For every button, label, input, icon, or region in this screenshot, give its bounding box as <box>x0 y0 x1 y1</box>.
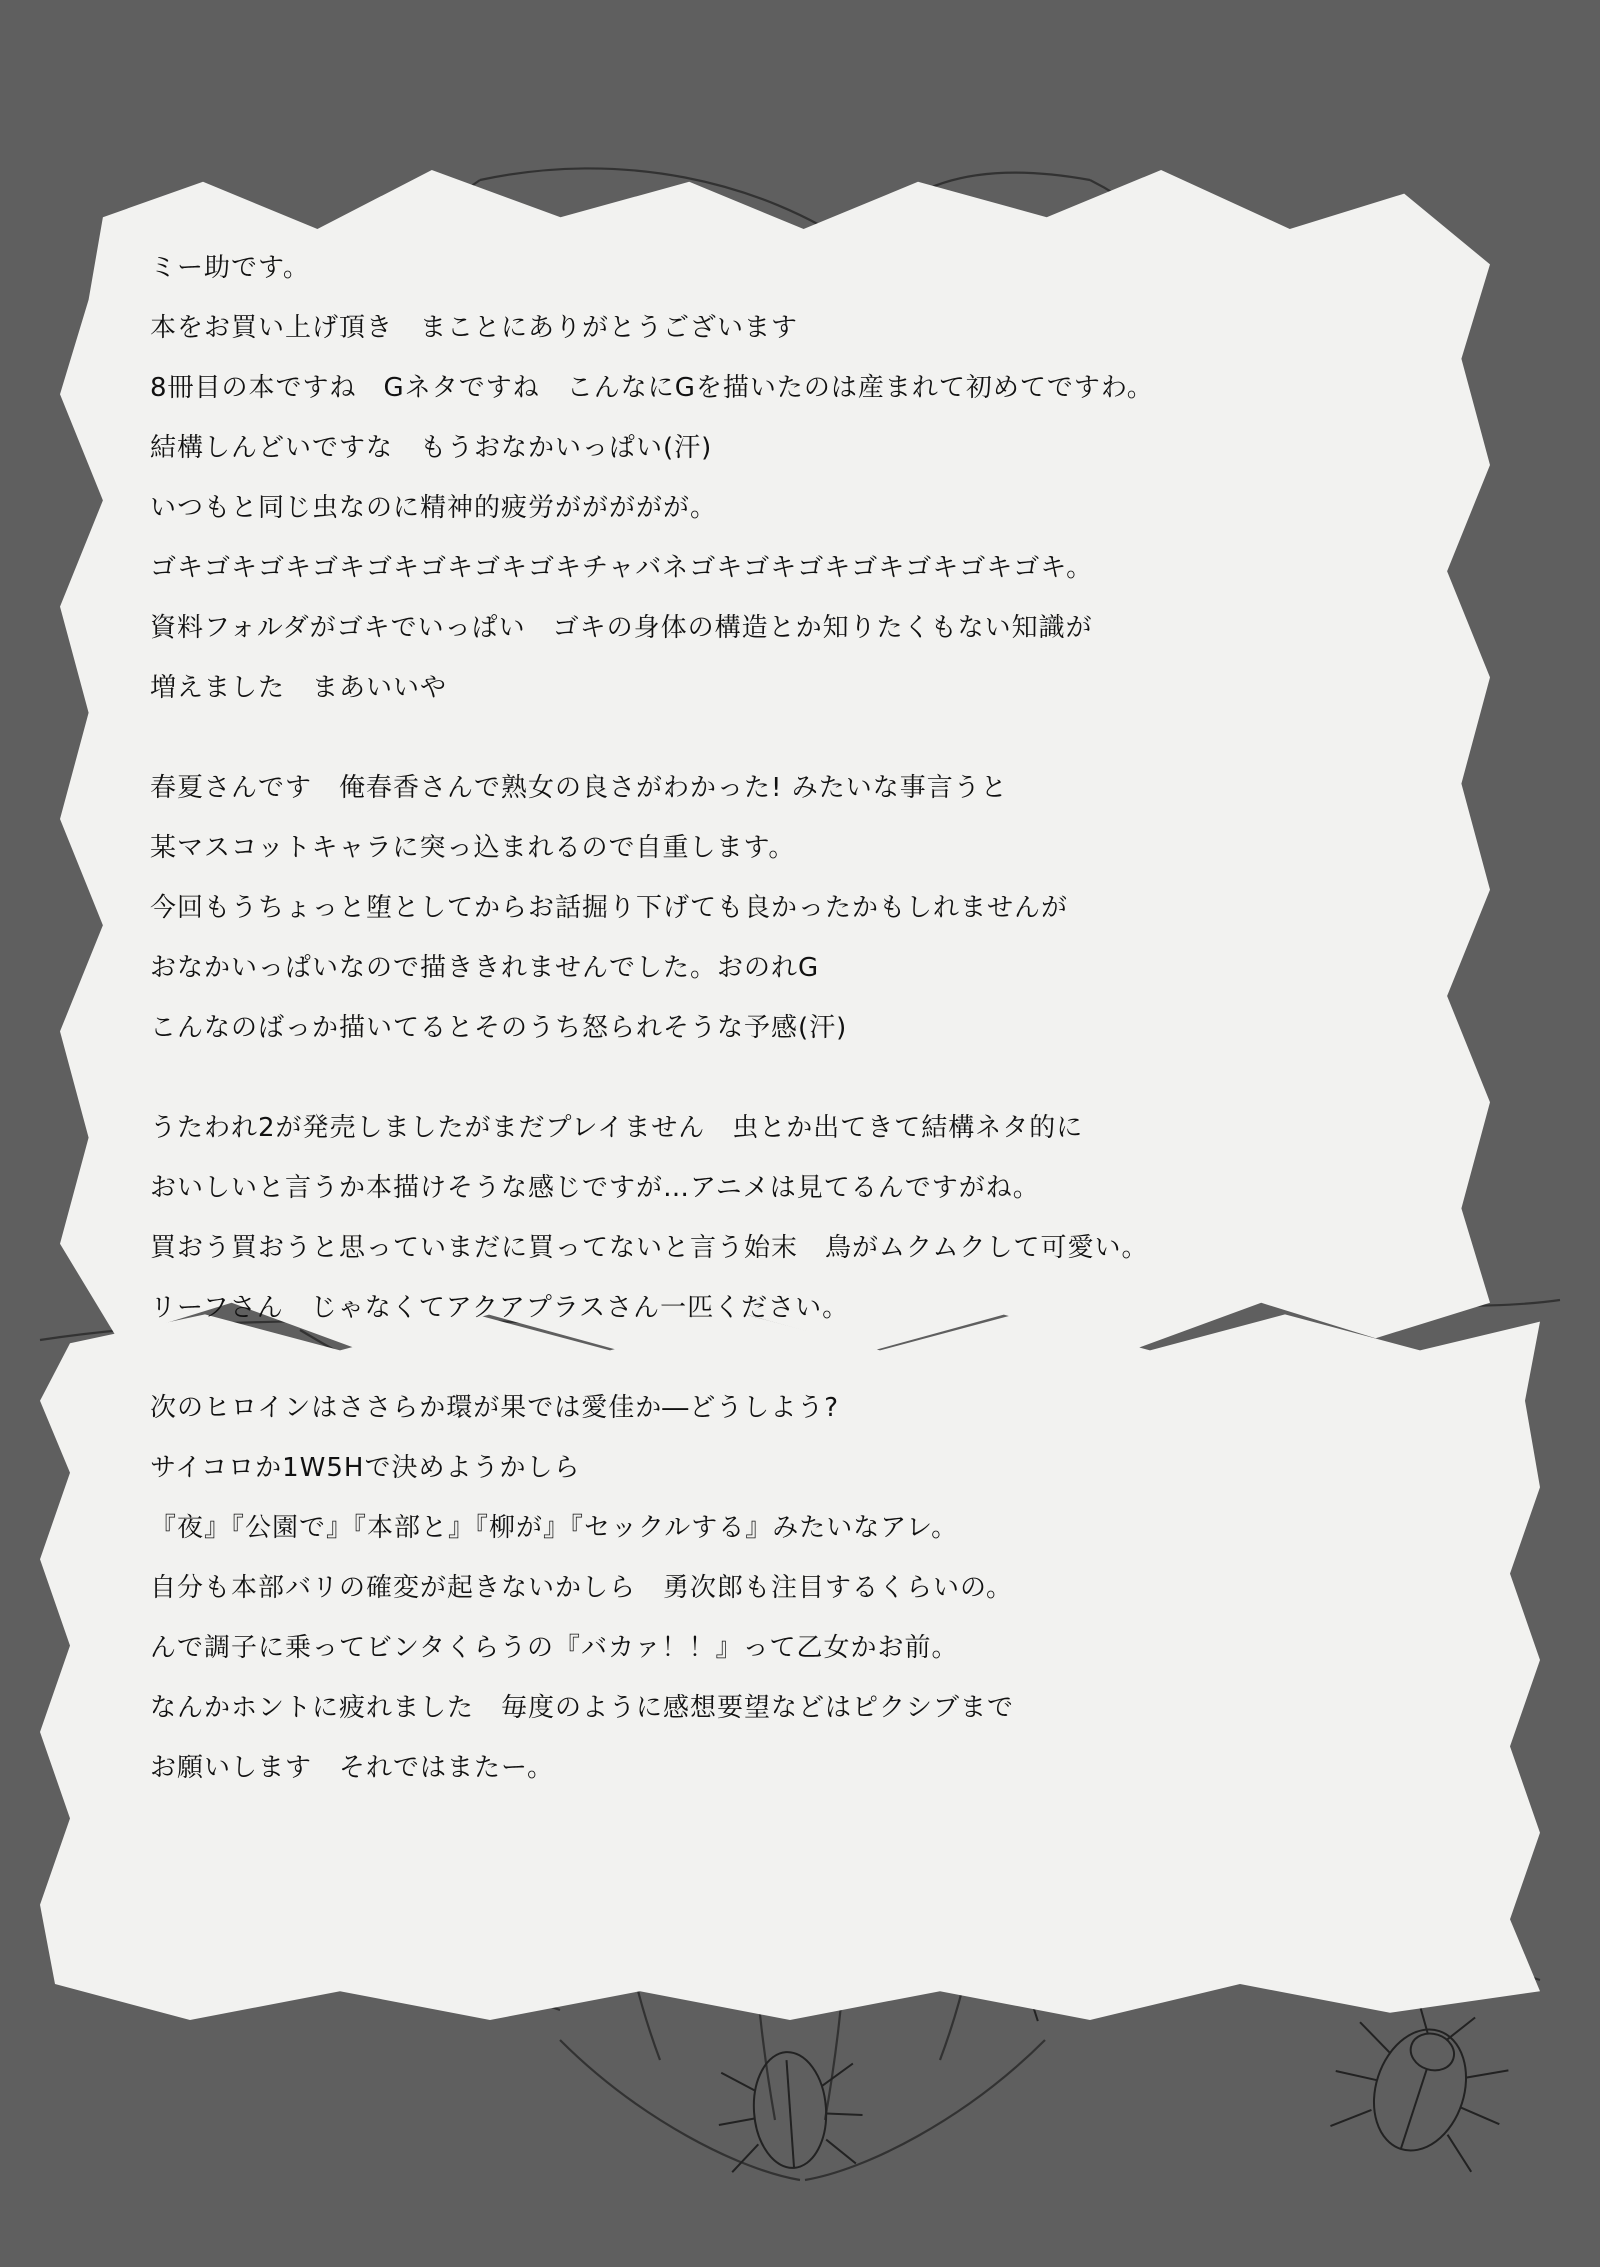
afterword-line: 春夏さんです 俺春香さんで熟女の良さがわかった! みたいな事言うと <box>150 773 1008 803</box>
afterword-line: 買おう買おうと思っていまだに買ってないと言う始末 鳥がムクムクして可愛い。 <box>150 1233 1149 1263</box>
afterword-line: おなかいっぱいなので描ききれませんでした。おのれG <box>150 953 820 983</box>
afterword-line: 結構しんどいですな もうおなかいっぱい(汗) <box>150 433 713 463</box>
afterword-group-3 <box>150 1098 1450 1338</box>
afterword-text <box>150 238 1450 1798</box>
afterword-line: サイコロか1W5Hで決めようかしら <box>150 1453 581 1483</box>
afterword-line: お願いします それではまたー。 <box>150 1753 554 1783</box>
afterword-line: 某マスコットキャラに突っ込まれるので自重します。 <box>150 833 796 863</box>
afterword-line: いつもと同じ虫なのに精神的疲労ががががが。 <box>150 493 718 523</box>
afterword-line: 8冊目の本ですね Gネタですね こんなにGを描いたのは産まれて初めてですわ。 <box>150 373 1154 403</box>
paragraph-spacer <box>150 1058 1450 1098</box>
afterword-group-1 <box>150 238 1450 718</box>
afterword-line: ゴキゴキゴキゴキゴキゴキゴキゴキチャバネゴキゴキゴキゴキゴキゴキゴキ。 <box>150 553 1094 583</box>
afterword-line: 本をお買い上げ頂き まことにありがとうございます <box>150 313 799 343</box>
afterword-group-2 <box>150 758 1450 1058</box>
afterword-group-4 <box>150 1378 1450 1798</box>
afterword-line: 増えました まあいいや <box>150 673 448 703</box>
afterword-line: 今回もうちょっと堕としてからお話掘り下げても良かったかもしれませんが <box>150 893 1069 923</box>
afterword-line: なんかホントに疲れました 毎度のように感想要望などはピクシブまで <box>150 1693 1015 1723</box>
afterword-line: ミー助です。 <box>150 253 310 283</box>
afterword-line: んで調子に乗ってビンタくらうの『バカァ！！』って乙女かお前。 <box>150 1633 959 1663</box>
afterword-line: うたわれ2が発売しましたがまだプレイません 虫とか出てきて結構ネタ的に <box>150 1113 1084 1143</box>
afterword-line: 資料フォルダがゴキでいっぱい ゴキの身体の構造とか知りたくもない知識が <box>150 613 1093 643</box>
paragraph-spacer <box>150 718 1450 758</box>
afterword-line: おいしいと言うか本描けそうな感じですが…アニメは見てるんですがね。 <box>150 1173 1040 1203</box>
paragraph-spacer <box>150 1338 1450 1378</box>
afterword-line: リーフさん じゃなくてアクアプラスさん一匹ください。 <box>150 1293 850 1323</box>
afterword-line: 『夜』『公園で』『本部と』『柳が』『セックルする』みたいなアレ。 <box>150 1513 959 1543</box>
afterword-line: 自分も本部バリの確変が起きないかしら 勇次郎も注目するくらいの。 <box>150 1573 1013 1603</box>
afterword-line: 次のヒロインはささらか環が果では愛佳か―どうしよう? <box>150 1393 840 1423</box>
afterword-line: こんなのばっか描いてるとそのうち怒られそうな予感(汗) <box>150 1013 848 1043</box>
